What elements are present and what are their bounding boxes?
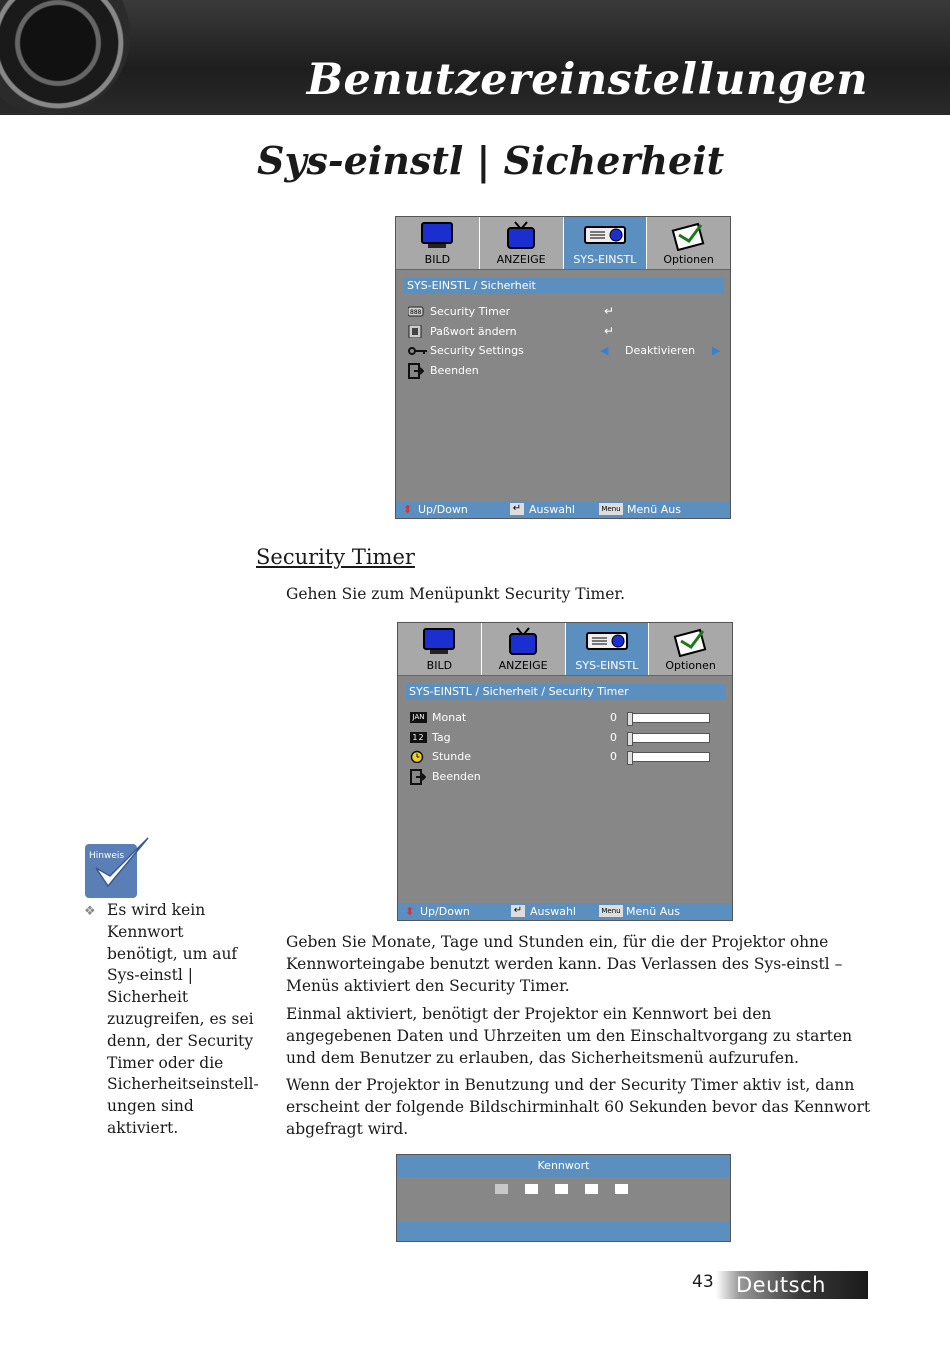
osd-tab-bar [398, 623, 732, 676]
tab-optionen[interactable] [647, 217, 730, 269]
enter-key-icon: ↵ [511, 905, 525, 917]
osd-status-bar [398, 903, 732, 920]
password-dot [585, 1184, 598, 1194]
paragraph: Geben Sie Monate, Tage und Stunden ein, für die der Projektor ohne Kennworteingabe benutzt werden kann. Das Verlassen des Sys-einstl – Menüs aktiviert den Security Timer. [286, 933, 843, 995]
password-dialog [396, 1154, 731, 1242]
osd-breadcrumb: SYS-EINSTL / Sicherheit [404, 278, 724, 294]
tab-label: ANZEIGE [498, 659, 548, 672]
slider-handle[interactable] [627, 732, 633, 746]
tab-sys-einstl[interactable] [566, 623, 650, 675]
menu-key-icon: Menu [599, 905, 623, 917]
menu-item-security-settings[interactable] [396, 341, 730, 361]
projector-icon [583, 221, 627, 251]
left-arrow-icon[interactable]: ◀ [600, 344, 609, 357]
clock-icon [410, 750, 426, 763]
menu-item-label: Stunde [432, 750, 471, 763]
password-dialog-footer [397, 1221, 730, 1241]
menu-item-value: 0 [610, 750, 617, 763]
menu-item-label: Security Timer [430, 305, 511, 318]
password-dot [495, 1184, 508, 1194]
password-dot [555, 1184, 568, 1194]
osd-menu-security-timer [397, 622, 733, 921]
menu-item-tag[interactable] [398, 728, 732, 748]
language-label: Deutsch [736, 1273, 826, 1297]
osd-tab-bar [396, 217, 730, 270]
tab-label: BILD [426, 659, 453, 672]
note-text: Es wird kein Kennwort benötigt, um auf Sys-einstl | Sicherheit zuzugreifen, es sei denn, der Security Timer oder die Sicherheitseinstell-ungen sind aktiviert. [107, 901, 259, 1137]
tab-sys-einstl[interactable] [564, 217, 648, 269]
exit-icon [410, 769, 426, 785]
hour-slider[interactable] [628, 752, 710, 762]
keypad-icon [408, 325, 424, 338]
right-arrow-icon[interactable]: ▶ [712, 344, 721, 357]
menu-item-beenden[interactable] [398, 767, 732, 787]
tab-label: Optionen [663, 253, 714, 266]
menu-item-value: Deaktivieren [625, 344, 696, 357]
section-heading: Security Timer [256, 545, 415, 569]
menu-item-stunde[interactable] [398, 747, 732, 767]
paragraph: Einmal aktiviert, benötigt der Projektor ein Kennwort bei den angegebenen Daten und Uhrzeiten um den Einschaltvorgang zu starten und dem Benutzer zu erlauben, das Sicherheitsmenü aufzurufen. [286, 1005, 853, 1067]
menu-item-security-timer[interactable] [396, 302, 730, 322]
notepad-icon [669, 221, 709, 251]
osd-menu-sicherheit [395, 216, 731, 519]
page-header [0, 0, 950, 115]
calendar-month-icon: JAN [410, 712, 427, 723]
notepad-icon [671, 627, 711, 657]
tab-anzeige[interactable] [480, 217, 564, 269]
hinweis-checkmark-icon [84, 836, 150, 900]
menu-item-label: Beenden [432, 769, 481, 783]
paragraph: Wenn der Projektor in Benutzung und der Security Timer aktiv ist, dann erscheint der folgende Bildschirminhalt 60 Sekunden bevor das Kennwort abgefragt wird. [286, 1076, 871, 1138]
tab-label: Optionen [665, 659, 716, 672]
tab-label: ANZEIGE [496, 253, 546, 266]
menu-item-value: 0 [610, 730, 617, 744]
monitor-icon [419, 221, 455, 251]
page-title: Sys-einstl | Sicherheit [257, 138, 725, 183]
projector-lens-graphic [0, 0, 130, 115]
status-menu-off: Menü Aus [626, 905, 680, 918]
tab-label: SYS-EINSTL [575, 659, 639, 672]
enter-icon: ↵ [604, 304, 615, 318]
menu-item-label: Security Settings [430, 344, 524, 357]
tab-bild[interactable] [396, 217, 480, 269]
header-title: Benutzereinstellungen [306, 55, 868, 105]
month-slider[interactable] [628, 713, 710, 723]
enter-key-icon: ↵ [510, 503, 524, 515]
calendar-day-icon: 12 [410, 732, 427, 743]
slider-handle[interactable] [627, 751, 633, 765]
tv-icon [505, 627, 541, 657]
password-dialog-title: Kennwort [397, 1155, 730, 1177]
slider-handle[interactable] [627, 712, 633, 726]
menu-item-label: Monat [432, 711, 467, 724]
status-select: Auswahl [530, 905, 576, 918]
paragraph: Gehen Sie zum Menüpunkt Security Timer. [286, 585, 626, 603]
menu-item-label: Tag [432, 730, 451, 744]
osd-status-bar [396, 501, 730, 518]
password-dot [615, 1184, 628, 1194]
status-menu-off: Menü Aus [627, 503, 681, 516]
exit-icon [408, 363, 424, 379]
timer-icon [408, 305, 424, 318]
tv-icon [503, 221, 539, 251]
menu-item-passwort-aendern[interactable] [396, 322, 730, 342]
note-bullet: ❖ [84, 904, 96, 919]
status-select: Auswahl [529, 503, 575, 516]
tab-anzeige[interactable] [482, 623, 566, 675]
projector-icon [585, 627, 629, 657]
menu-item-label: Paßwort ändern [430, 324, 517, 338]
enter-icon: ↵ [604, 323, 615, 338]
updown-arrows-icon: ⬍ [403, 503, 413, 516]
hinweis-label: Hinweis [89, 851, 125, 861]
password-dot [525, 1184, 538, 1194]
updown-arrows-icon: ⬍ [405, 905, 415, 918]
status-updown: Up/Down [418, 503, 468, 516]
menu-item-beenden[interactable] [396, 361, 730, 381]
svg-text:888: 888 [410, 309, 422, 316]
monitor-icon [421, 627, 457, 657]
key-icon [408, 344, 428, 357]
tab-label: SYS-EINSTL [573, 253, 637, 266]
page-number: 43 [692, 1272, 714, 1292]
osd-breadcrumb: SYS-EINSTL / Sicherheit / Security Timer [406, 684, 726, 700]
tab-bild[interactable] [398, 623, 482, 675]
menu-item-value: 0 [610, 711, 617, 724]
day-slider[interactable] [628, 733, 710, 743]
status-updown: Up/Down [420, 905, 470, 918]
tab-label: BILD [424, 253, 451, 266]
menu-item-monat[interactable] [398, 708, 732, 728]
menu-item-label: Beenden [430, 363, 479, 377]
tab-optionen[interactable] [649, 623, 732, 675]
menu-key-icon: Menu [599, 503, 623, 515]
